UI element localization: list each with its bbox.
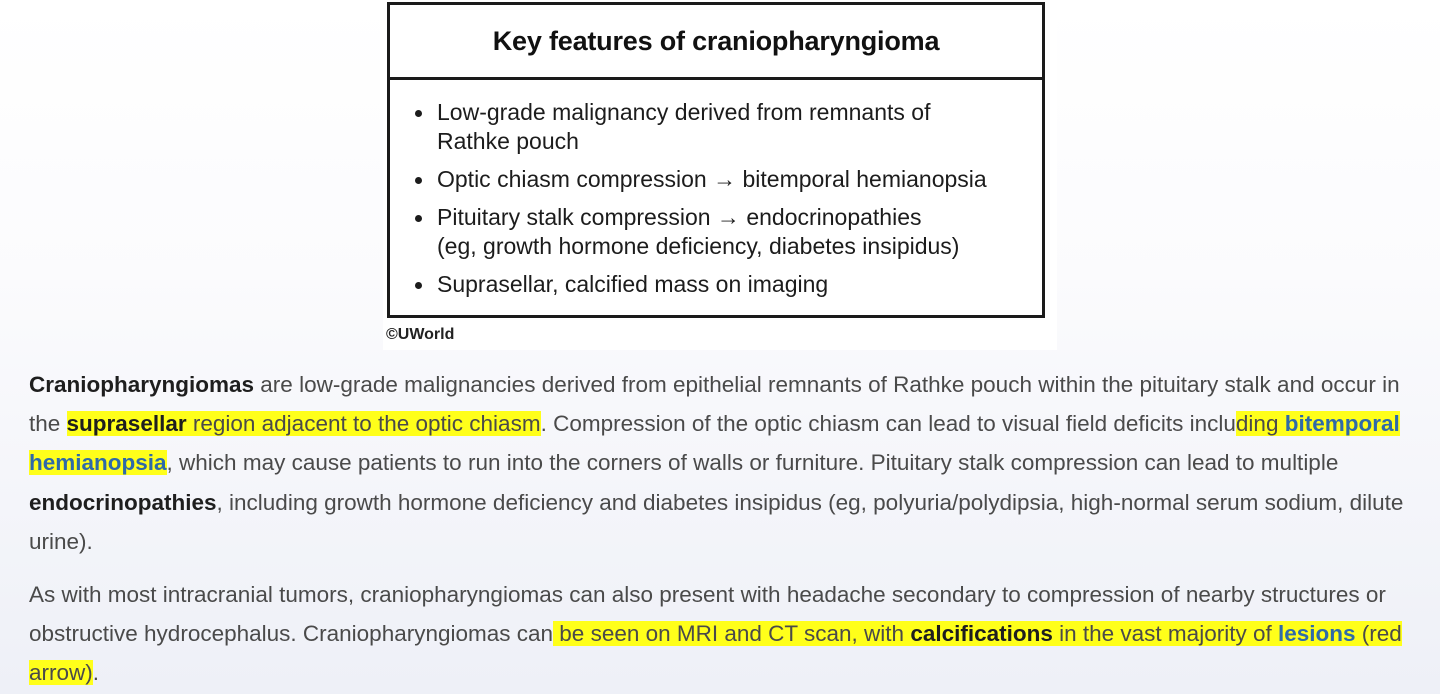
feature-line: Pituitary stalk compression → endocrinopathies xyxy=(437,204,922,230)
highlight xyxy=(67,411,541,436)
key-features-table xyxy=(387,2,1045,318)
link-bitemporal-hemianopsia[interactable]: bitemporal hemianopsia xyxy=(29,411,1400,476)
feature-item xyxy=(412,98,1042,156)
feature-item xyxy=(412,165,1042,194)
text-run: in the vast majority of xyxy=(1052,621,1278,647)
paragraph-2 xyxy=(29,575,1424,693)
text-run: , which may cause patients to run into the corners of walls or furniture. Pituitary stalk compression can lead to multiple xyxy=(166,450,1339,476)
text-run: . Compression of the optic chiasm can lead to visual field deficits inclu xyxy=(540,411,1236,437)
table-title: Key features of craniopharyngioma xyxy=(390,5,1042,80)
text-run: be seen on MRI and CT scan, with xyxy=(553,621,911,647)
term-calcifications: calcifications xyxy=(910,621,1053,647)
feature-line: (eg, growth hormone deficiency, diabetes insipidus) xyxy=(437,233,960,259)
paragraph-1 xyxy=(29,365,1424,561)
text-run: (red arrow) xyxy=(29,621,1402,686)
text-run: , including growth hormone deficiency and diabetes insipidus (eg, polyuria/polydipsia, high-normal serum sodium, dilute urine). xyxy=(29,489,1404,554)
key-features-figure xyxy=(383,0,1057,350)
text-run: are low-grade malignancies derived from epithelial remnants of Rathke pouch within the pituitary stalk and occur in the xyxy=(29,372,1400,437)
term-craniopharyngiomas: Craniopharyngiomas xyxy=(29,372,255,397)
text-run: . xyxy=(92,660,100,686)
feature-line: Optic chiasm compression → bitemporal hemianopsia xyxy=(437,166,987,192)
feature-line: Rathke pouch xyxy=(437,128,579,154)
copyright-label: ©UWorld xyxy=(386,326,455,343)
term-endocrinopathies: endocrinopathies xyxy=(29,489,217,515)
term-suprasellar: suprasellar xyxy=(66,411,187,437)
feature-item xyxy=(412,270,1042,299)
link-lesions[interactable]: lesions xyxy=(1277,621,1356,647)
text-run: ding xyxy=(1235,411,1285,437)
text-run: As with most intracranial tumors, craniopharyngiomas can also present with headache secondary to compression of nearby structures or obstructive hydrocephalus. Craniopharyngiomas can xyxy=(29,582,1386,647)
feature-line: Low-grade malignancy derived from remnants of xyxy=(437,99,931,125)
text-run: region adjacent to the optic chiasm xyxy=(186,411,541,437)
features-list xyxy=(390,80,1042,299)
explanation-text xyxy=(29,365,1424,693)
feature-line: Suprasellar, calcified mass on imaging xyxy=(437,271,829,297)
feature-item xyxy=(412,203,1042,261)
